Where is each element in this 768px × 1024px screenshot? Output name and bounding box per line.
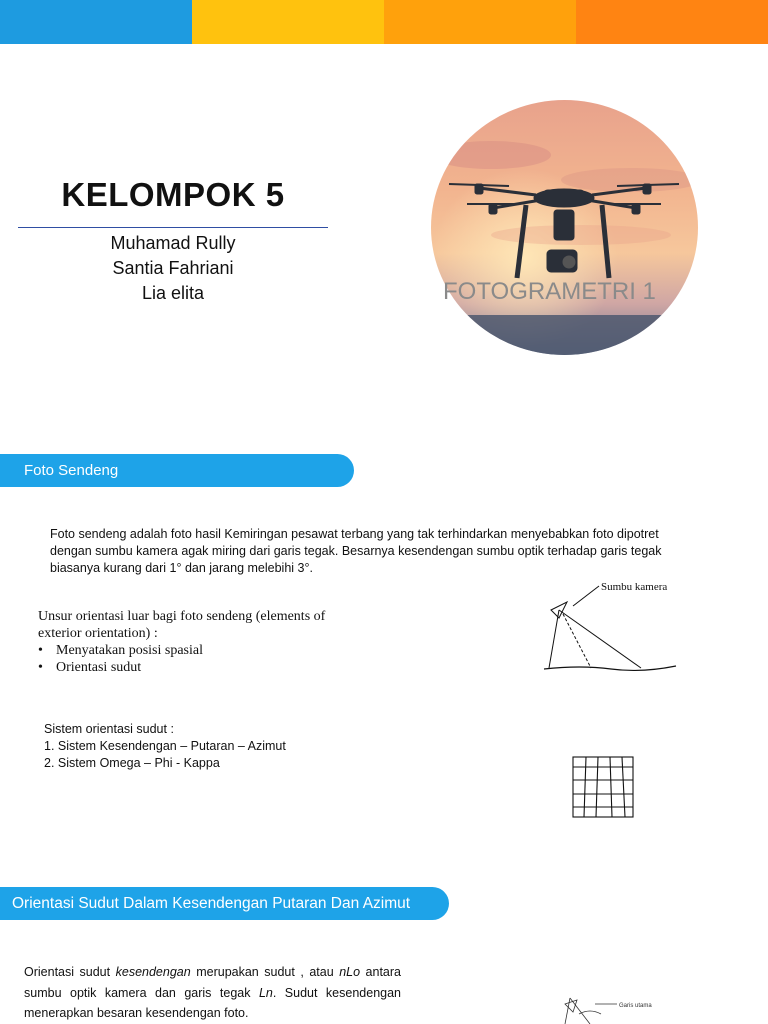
unsur-list	[38, 642, 368, 676]
italic-term: nLo	[339, 965, 361, 979]
list-item: • Menyatakan posisi spasial	[38, 642, 368, 659]
top-bar-segment-yellow	[192, 0, 384, 44]
figure-label: Sumbu kamera	[601, 581, 668, 593]
top-color-bar	[0, 0, 768, 44]
text-run: Orientasi sudut	[24, 965, 116, 979]
section-heading-foto-sendeng: Foto Sendeng	[0, 454, 354, 487]
section-heading-orientasi-sudut: Orientasi Sudut Dalam Kesendengan Putaran Dan Azimut	[0, 887, 449, 920]
list-item: • Orientasi sudut	[38, 659, 368, 676]
camera-axis-diagram	[541, 574, 681, 674]
italic-term: kesendengan	[115, 965, 191, 979]
member-name: Santia Fahriani	[112, 258, 234, 278]
list-item: 2. Sistem Omega – Phi - Kappa	[44, 756, 220, 770]
text-run: merupakan sudut , atau	[190, 965, 340, 979]
orientasi-sudut-paragraph	[24, 962, 401, 1024]
sistem-intro: Sistem orientasi sudut :	[44, 722, 174, 736]
unsur-intro: Unsur orientasi luar bagi foto sendeng (elements of exterior orientation) :	[38, 609, 326, 641]
sistem-list	[44, 738, 364, 772]
cover-title: KELOMPOK 5	[61, 176, 285, 213]
top-bar-segment-dark-orange	[576, 0, 768, 44]
text-run: antara sumbu optik kamera dan garis tegak	[24, 965, 402, 1000]
drone-photo	[431, 100, 698, 355]
member-list	[18, 231, 328, 306]
list-item: 1. Sistem Kesendengan – Putaran – Azimut	[44, 739, 286, 753]
title-underline	[18, 227, 328, 228]
italic-term: Ln	[258, 985, 273, 1000]
figure-label: Garis utama	[619, 1003, 652, 1009]
top-bar-segment-orange	[384, 0, 576, 44]
unsur-orientasi-block	[38, 608, 368, 676]
member-name: Muhamad Rully	[110, 233, 236, 253]
member-name: Lia elita	[141, 283, 205, 303]
top-bar-segment-blue	[0, 0, 192, 44]
text-run: . Sudut kesendengan menerapkan besaran kesendengan foto.	[24, 985, 402, 1020]
tilt-angle-diagram	[515, 994, 665, 1024]
photo-caption: FOTOGRAMETRI 1	[443, 278, 656, 305]
perspective-grid-diagram	[568, 752, 638, 820]
foto-sendeng-paragraph: Foto sendeng adalah foto hasil Kemiringan pesawat terbang yang tak terhindarkan menyebabkan foto dipotret dengan sumbu kamera agak miring dari garis tegak. Besarnya kesendengan sumbu optik terhadap garis tegak biasanya kurang dari 1° dan jarang melebihi 3°.	[50, 527, 662, 575]
sistem-orientasi-block	[44, 721, 364, 772]
